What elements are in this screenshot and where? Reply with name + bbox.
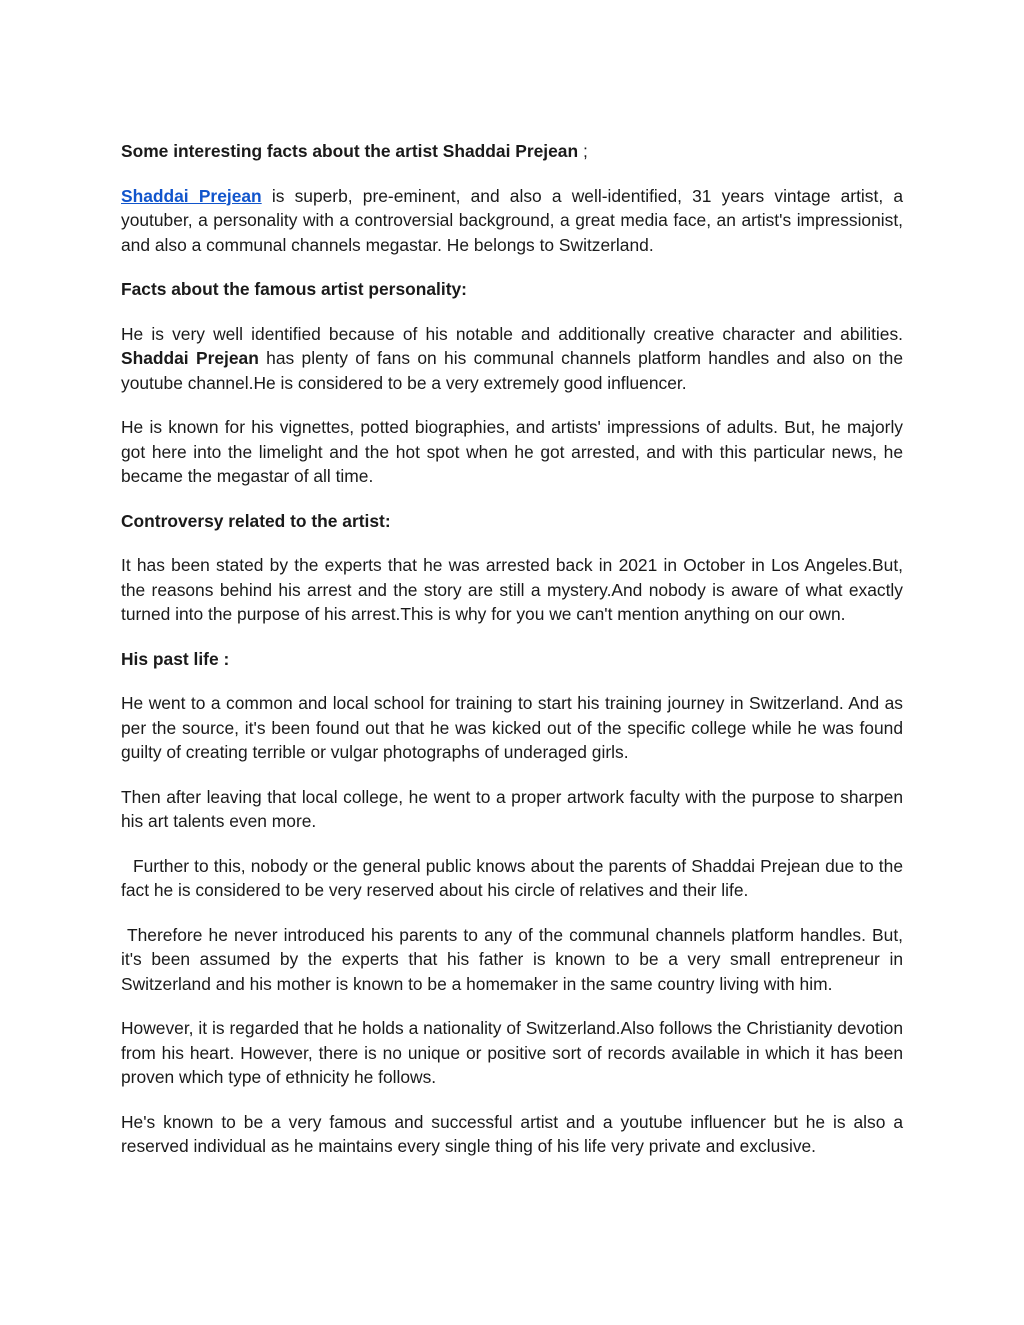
heading-facts: Facts about the famous artist personality: — [121, 279, 467, 299]
facts-p1-before: He is very well identified because of his notable and additionally creative character and abilities. — [121, 323, 903, 344]
intro-paragraph — [121, 184, 903, 258]
heading-past-life: His past life : — [121, 648, 230, 669]
shaddai-prejean-link[interactable]: Shaddai Prejean — [121, 185, 262, 206]
intro-text: is superb, pre-eminent, and also a well-identified, 31 years vintage artist, a youtuber, a personality with a controversial background, a great media face, an artist's impressionist, and also a communal channels megastar. He belongs to Switzerland. — [121, 185, 904, 255]
past-paragraph-4: Therefore he never introduced his parents to any of the communal channels platform handles. But, it's been assumed by the experts that his father is known to be a very small entrepreneur in Switzerland and his mother is known to be a homemaker in the same country living with him. — [121, 924, 903, 994]
past-paragraph-1: He went to a common and local school for training to start his training journey in Switzerland. And as per the source, it's been found out that he was kicked out of the specific college while he was found guilty of creating terrible or vulgar photographs of underaged girls. — [121, 693, 903, 762]
past-paragraph-6: He's known to be a very famous and successful artist and a youtube influencer but he is also a reserved individual as he maintains every single thing of his life very private and exclusive. — [121, 1111, 903, 1156]
facts-p1-after: has plenty of fans on his communal channels platform handles and also on the youtube channel.He is considered to be a very extremely good influencer. — [121, 348, 904, 393]
past-paragraph-3: Further to this, nobody or the general public knows about the parents of Shaddai Prejean due to the fact he is considered to be very reserved about his circle of relatives and their life. — [121, 855, 903, 900]
heading-controversy: Controversy related to the artist: — [121, 510, 391, 531]
document-title-suffix: ; — [578, 141, 588, 161]
controversy-paragraph: It has been stated by the experts that he was arrested back in 2021 in October in Los Angeles.But, the reasons behind his arrest and the story are still a mystery.And nobody is aware of what exactly turned into the purpose of his arrest.This is why for you we can't mention anything on our own. — [121, 555, 903, 624]
document-title-bold: Some interesting facts about the artist Shaddai Prejean — [121, 141, 579, 161]
past-paragraph-5: However, it is regarded that he holds a nationality of Switzerland.Also follows the Christianity devotion from his heart. However, there is no unique or positive sort of records available in which it has been proven which type of ethnicity he follows. — [121, 1018, 903, 1087]
facts-paragraph-2: He is known for his vignettes, potted biographies, and artists' impressions of adults. But, he majorly got here into the limelight and the hot spot when he got arrested, and with this particular news, he became the megastar of all time. — [121, 417, 903, 486]
facts-p1-bold-name: Shaddai Prejean — [121, 348, 259, 368]
document-body — [121, 139, 903, 1179]
document-title — [121, 139, 903, 164]
facts-paragraph-1 — [121, 322, 903, 396]
past-paragraph-2: Then after leaving that local college, he went to a proper artwork faculty with the purpose to sharpen his art talents even more. — [121, 786, 903, 831]
